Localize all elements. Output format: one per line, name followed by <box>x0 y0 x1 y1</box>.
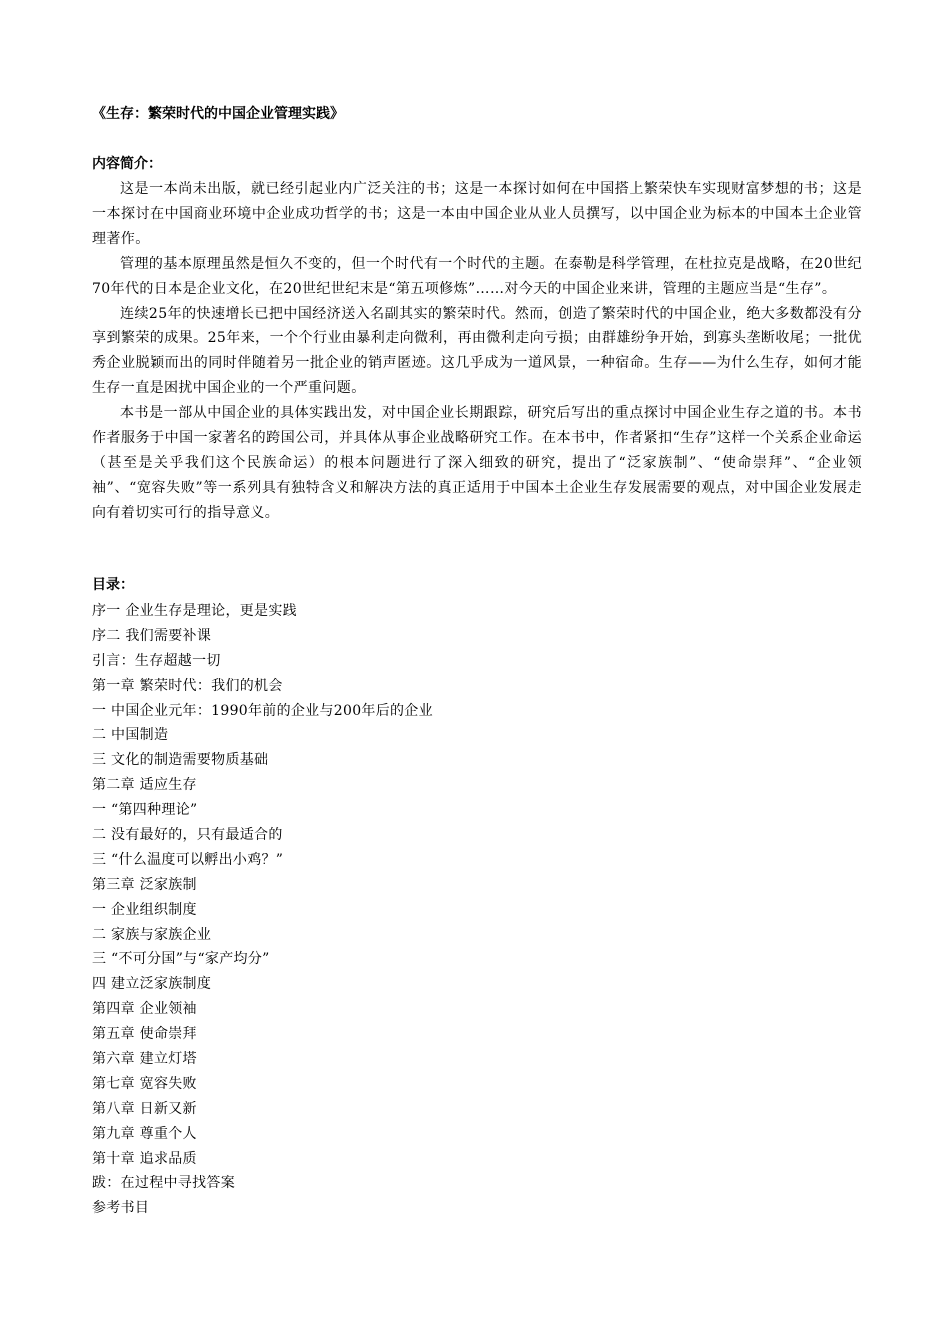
intro-heading: 内容简介： <box>92 156 162 172</box>
toc-item: 第四章 企业领袖 <box>92 1001 197 1018</box>
toc-item: 三 “不可分国”与“家产均分” <box>92 951 270 968</box>
toc-item: 序二 我们需要补课 <box>92 627 212 644</box>
intro-section <box>92 177 862 526</box>
toc-item: 序一 企业生存是理论，更是实践 <box>92 603 297 619</box>
book-title: 《生存：繁荣时代的中国企业管理实践》 <box>92 106 344 122</box>
toc-item: 参考书目 <box>92 1200 150 1217</box>
toc-item: 二 中国制造 <box>92 727 169 744</box>
toc-item: 四 建立泛家族制度 <box>92 976 212 993</box>
intro-paragraph: 本书是一部从中国企业的具体实践出发，对中国企业长期跟踪，研究后写出的重点探讨中国企业生存之道的书。本书作者服务于中国一家著名的跨国公司，并具体从事企业战略研究工作。在本书中，作者紧扣“生存”这样一个关系企业命运（甚至是关乎我们这个民族命运）的根本问题进行了深入细致的研究，提出了“泛家族制”、“使命崇拜”、“企业领袖”、“宽容失败”等一系列具有独特含义和解决方法的真正适用于中国本土企业生存发展需要的观点，对中国企业发展走向有着切实可行的指导意义。 <box>92 405 862 521</box>
toc-item: 引言：生存超越一切 <box>92 652 221 669</box>
intro-paragraph: 这是一本尚未出版，就已经引起业内广泛关注的书；这是一本探讨如何在中国搭上繁荣快车实现财富梦想的书；这是一本探讨在中国商业环境中企业成功哲学的书；这是一本由中国企业从业人员撰写，以中国企业为标本的中国本土企业管理著作。 <box>92 181 862 247</box>
intro-paragraph: 连续25年的快速增长已把中国经济送入名副其实的繁荣时代。然而，创造了繁荣时代的中国企业，绝大多数都没有分享到繁荣的成果。25年来，一个个行业由暴利走向微利，再由微利走向亏损；由群雄纷争开始，到寡头垄断收尾；一批优秀企业脱颖而出的同时伴随着另一批企业的销声匿迹。这几乎成为一道风景，一种宿命。生存——为什么生存，如何才能生存一直是困扰中国企业的一个严重问题。 <box>92 305 862 397</box>
toc-item: 三 文化的制造需要物质基础 <box>92 752 269 769</box>
table-of-contents <box>92 599 872 1221</box>
toc-item: 一 “第四种理论” <box>92 802 198 819</box>
toc-item: 第八章 日新又新 <box>92 1100 197 1117</box>
toc-item: 跋：在过程中寻找答案 <box>92 1175 235 1192</box>
toc-item: 第一章 繁荣时代：我们的机会 <box>92 677 283 694</box>
toc-item: 三 “什么温度可以孵出小鸡？” <box>92 851 284 868</box>
toc-item: 第六章 建立灯塔 <box>92 1051 197 1068</box>
toc-item: 二 没有最好的，只有最适合的 <box>92 827 283 844</box>
toc-item: 第九章 尊重个人 <box>92 1125 197 1142</box>
toc-heading: 目录： <box>92 577 134 593</box>
toc-item: 第七章 宽容失败 <box>92 1075 197 1092</box>
toc-item: 一 企业组织制度 <box>92 901 197 918</box>
intro-paragraph: 管理的基本原理虽然是恒久不变的，但一个时代有一个时代的主题。在泰勒是科学管理，在杜拉克是战略，在20世纪70年代的日本是企业文化，在20世纪世纪末是“第五项修炼”……对今天的中国企业来讲，管理的主题应当是“生存”。 <box>92 255 862 297</box>
toc-item: 二 家族与家族企业 <box>92 926 212 943</box>
toc-item: 第三章 泛家族制 <box>92 876 197 893</box>
toc-item: 第十章 追求品质 <box>92 1150 197 1167</box>
toc-item: 一 中国企业元年：1990年前的企业与200年后的企业 <box>92 702 433 719</box>
toc-item: 第二章 适应生存 <box>92 777 197 794</box>
toc-item: 第五章 使命崇拜 <box>92 1026 197 1043</box>
